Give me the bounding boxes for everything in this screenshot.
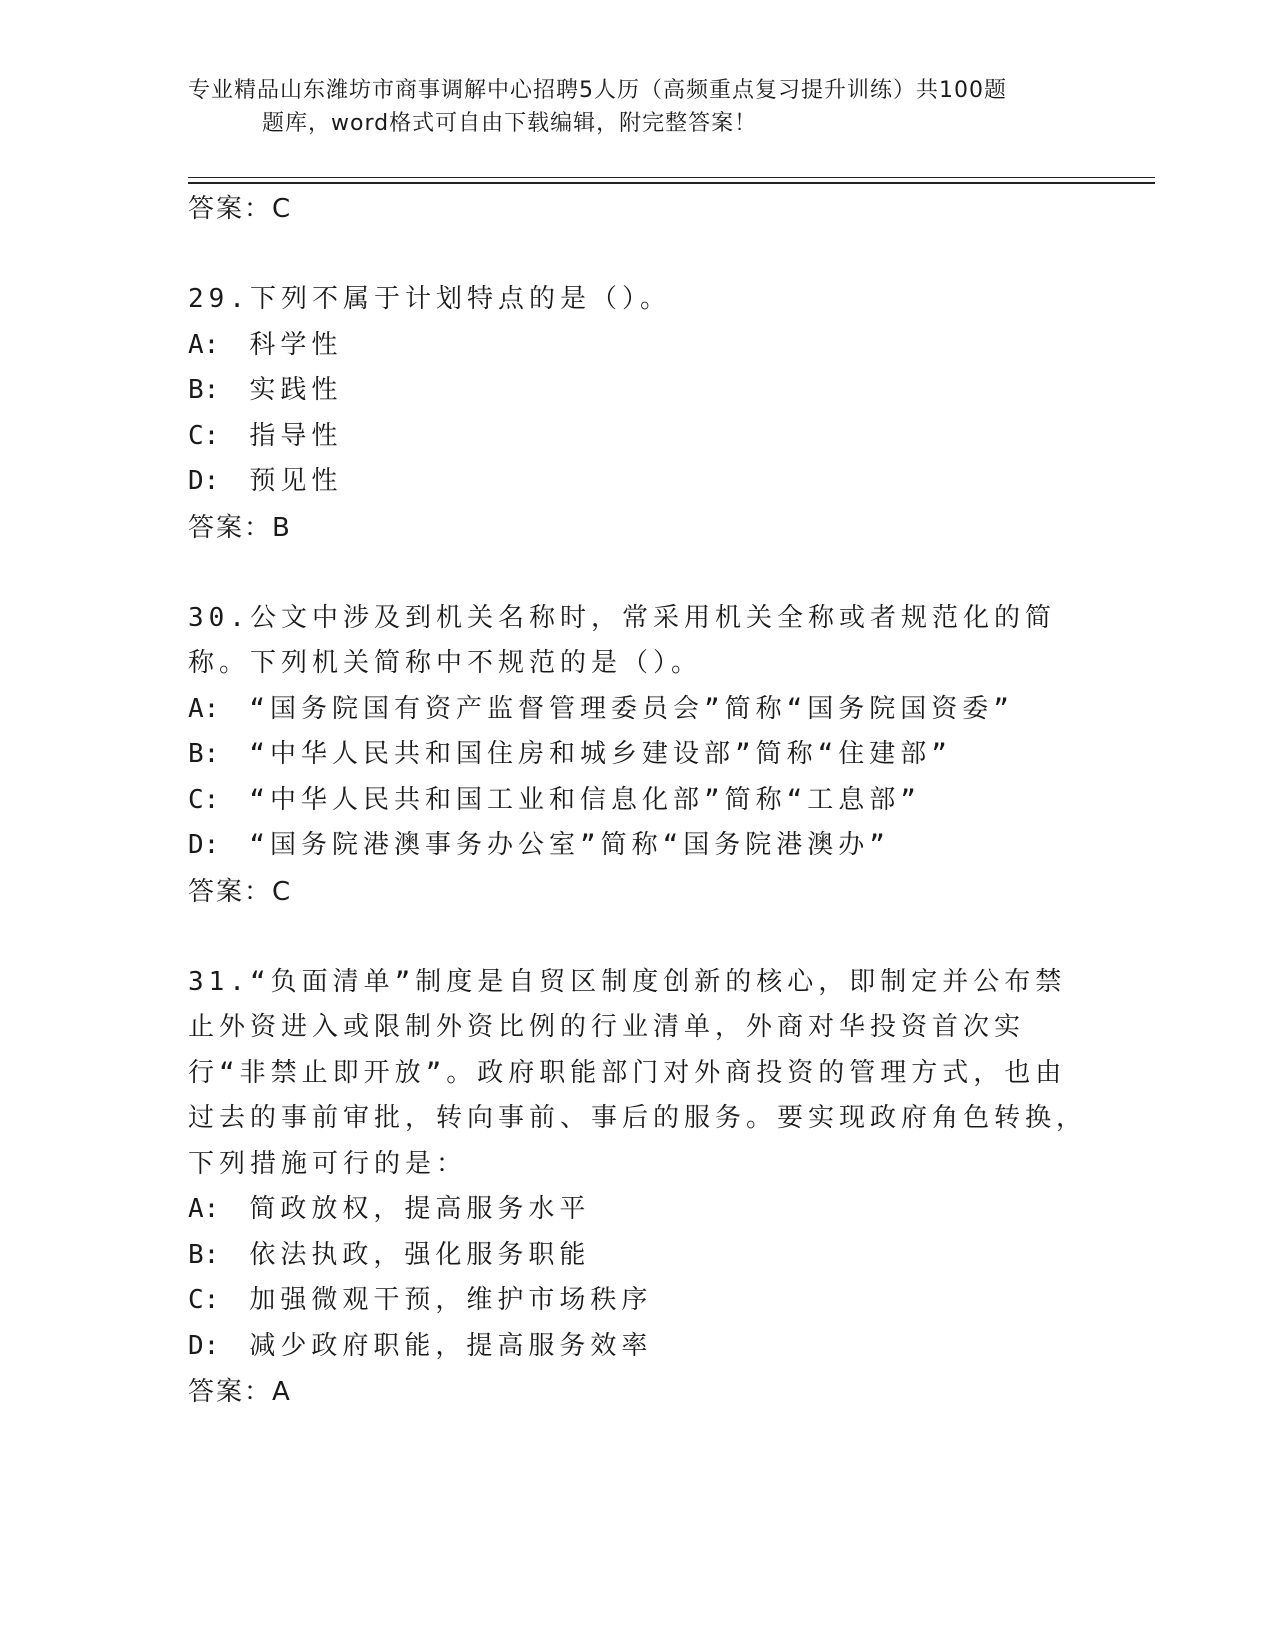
option-text: “国务院国有资产监督管理委员会”简称“国务院国资委” xyxy=(249,693,1014,724)
question-text: 31.“负面清单”制度是自贸区制度创新的核心，即制定并公布禁止外资进入或限制外资比例的行业清单，外商对华投资首次实行“非禁止即开放”。政府职能部门对外商投资的管理方式，也由过去的事前审批，转向事前、事后的服务。要实现政府角色转换，下列措施可行的是： xyxy=(188,966,1088,1179)
document-header xyxy=(188,74,1088,140)
option-c xyxy=(188,414,1088,460)
question-block xyxy=(188,960,1088,1416)
option-key: B: xyxy=(188,1239,220,1270)
answer-line xyxy=(188,505,1088,551)
answer-label: 答案： xyxy=(188,194,273,224)
question-text: 29.下列不属于计划特点的是（）。 xyxy=(188,284,671,314)
document-body xyxy=(188,186,1088,1415)
option-text: “中华人民共和国住房和城乡建设部”简称“住建部” xyxy=(249,739,952,769)
header-title-line1: 专业精品山东潍坊市商事调解中心招聘5人历（高频重点复习提升训练）共100题 xyxy=(188,78,1007,103)
option-key: A: xyxy=(188,1194,220,1224)
answer-value: C xyxy=(272,876,292,907)
answer-line xyxy=(188,869,1088,915)
option-key: B: xyxy=(188,739,220,769)
option-key: A: xyxy=(188,329,220,360)
header-divider-thick xyxy=(188,182,1155,184)
answer-line xyxy=(188,186,1088,232)
option-key: D: xyxy=(188,466,220,496)
option-b xyxy=(188,1233,1088,1279)
option-a xyxy=(188,323,1088,369)
option-d xyxy=(188,459,1088,505)
header-divider-thin xyxy=(188,177,1155,178)
header-title-line2: 题库，word格式可自由下载编辑，附完整答案！ xyxy=(262,111,758,136)
option-text: 指导性 xyxy=(249,420,343,451)
option-c xyxy=(188,1278,1088,1324)
answer-value: B xyxy=(272,512,291,543)
option-key: C: xyxy=(188,420,220,451)
option-b xyxy=(188,368,1088,414)
answer-value: A xyxy=(272,1377,291,1407)
option-key: C: xyxy=(188,784,220,815)
option-text: 科学性 xyxy=(249,329,343,360)
option-d xyxy=(188,823,1088,869)
option-d xyxy=(188,1324,1088,1370)
answer-label: 答案： xyxy=(188,512,273,543)
option-text: “国务院港澳事务办公室”简称“国务院港澳办” xyxy=(249,830,890,860)
answer-label: 答案： xyxy=(188,876,273,907)
answer-value: C xyxy=(272,194,292,224)
answer-label: 答案： xyxy=(188,1377,273,1407)
option-text: “中华人民共和国工业和信息化部”简称“工息部” xyxy=(249,784,921,815)
option-a xyxy=(188,687,1088,733)
option-key: A: xyxy=(188,693,220,724)
option-c xyxy=(188,778,1088,824)
option-key: B: xyxy=(188,375,220,405)
option-text: 依法执政，强化服务职能 xyxy=(249,1239,591,1270)
answer-line xyxy=(188,1369,1088,1415)
option-b xyxy=(188,732,1088,778)
option-text: 简政放权，提高服务水平 xyxy=(249,1194,591,1224)
question-block xyxy=(188,277,1088,551)
option-text: 实践性 xyxy=(249,375,343,405)
option-text: 预见性 xyxy=(249,466,343,496)
question-block xyxy=(188,596,1088,915)
option-key: D: xyxy=(188,830,220,860)
option-key: C: xyxy=(188,1285,220,1315)
option-text: 减少政府职能，提高服务效率 xyxy=(249,1330,653,1361)
option-key: D: xyxy=(188,1330,220,1361)
question-text: 30.公文中涉及到机关名称时，常采用机关全称或者规范化的简称。下列机关简称中不规范的是（）。 xyxy=(188,602,1056,678)
option-a xyxy=(188,1187,1088,1233)
option-text: 加强微观干预，维护市场秩序 xyxy=(249,1285,653,1315)
